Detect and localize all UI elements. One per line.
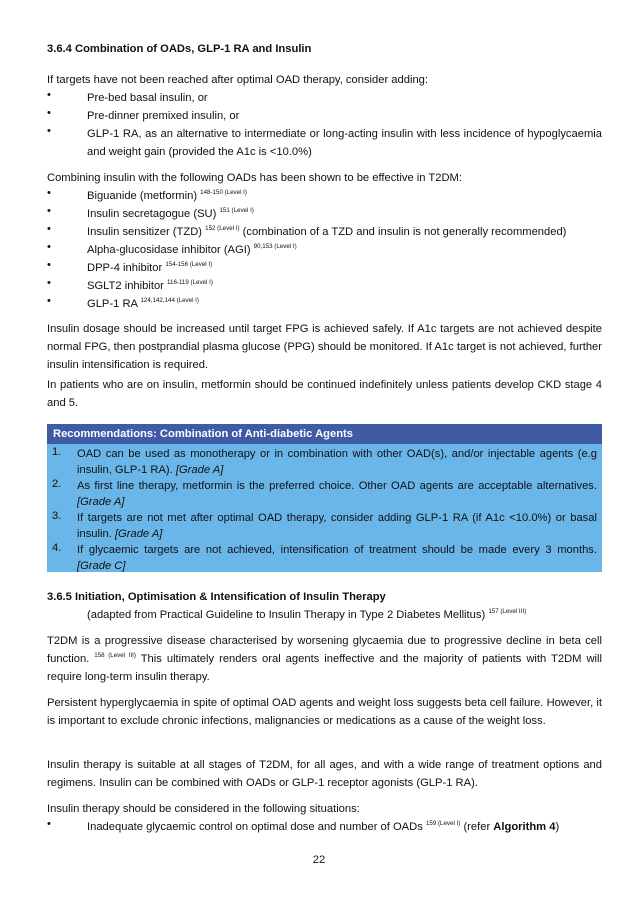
refer-close: ) <box>555 821 560 833</box>
reference-superscript: 157 (Level III) <box>488 608 527 615</box>
bullet-marker: • <box>47 241 51 253</box>
paragraph: In patients who are on insulin, metformin should be continued indefinitely unless patients develop CKD stage 4 and 5. <box>47 379 602 409</box>
list-item: GLP-1 RA, as an alternative to intermediate or long-acting insulin with less incidence of hypoglycaemia and weight gain (provided the A1c is <10.0%) <box>87 128 602 158</box>
list-item: Pre-dinner premixed insulin, or <box>87 110 240 122</box>
bullet-marker: • <box>47 818 51 830</box>
paragraph: Insulin dosage should be increased until target FPG is achieved safely. If A1c targets are not achieved despite normal FPG, then postprandial plasma glucose (PPG) should be monitored. If A1c target is not achieved, further insulin intensification is required. <box>47 323 602 371</box>
bullet-marker: • <box>47 125 51 137</box>
paragraph <box>47 632 602 686</box>
subheading-text: (adapted from Practical Guideline to Insulin Therapy in Type 2 Diabetes Mellitus) <box>87 609 486 621</box>
grade-label: [Grade A] <box>175 464 224 476</box>
paragraph: Persistent hyperglycaemia in spite of optimal OAD agents and weight loss suggests beta cell failure. However, it is important to exclude chronic infections, malignancies or medications as a cause of the weight loss. <box>47 697 602 727</box>
combo-item <box>87 205 602 223</box>
page-number: 22 <box>312 854 326 866</box>
recommendation-text: If glycaemic targets are not achieved, intensification of treatment should be made every 3 months. <box>77 544 597 556</box>
bullet-marker: • <box>47 205 51 217</box>
recommendations-header: Recommendations: Combination of Anti-diabetic Agents <box>47 424 602 444</box>
combo-name: Insulin sensitizer (TZD) <box>87 226 203 238</box>
reference-superscript: 154-156 (Level I) <box>165 261 213 268</box>
combo-item <box>87 241 602 259</box>
section-heading-3-6-4: 3.6.4 Combination of OADs, GLP-1 RA and Insulin <box>47 43 312 55</box>
combo-item <box>87 187 602 205</box>
recommendation-text: If targets are not met after optimal OAD therapy, consider adding GLP-1 RA (if A1c <10.0%) or basal insulin. <box>77 512 597 540</box>
combo-name: SGLT2 inhibitor <box>87 280 164 292</box>
reference-superscript: 151 (Level I) <box>219 207 254 214</box>
list-item-text: Inadequate glycaemic control on optimal dose and number of OADs <box>87 821 423 833</box>
recommendation-item <box>77 542 597 574</box>
paragraph-text: T2DM is a progressive disease characterised by worsening glycaemia due to progressive decline in beta cell function. <box>47 635 602 665</box>
grade-label: [Grade C] <box>77 560 126 572</box>
reference-superscript: 124,142,144 (Level I) <box>140 297 199 304</box>
reference-superscript: 148-150 (Level I) <box>200 189 247 196</box>
refer-text: (refer <box>463 821 491 833</box>
combo-name: Insulin secretagogue (SU) <box>87 208 217 220</box>
recommendation-item <box>77 510 597 542</box>
bullet-marker: • <box>47 295 51 307</box>
section-heading-3-6-5: 3.6.5 Initiation, Optimisation & Intensification of Insulin Therapy <box>47 591 386 603</box>
section-subheading <box>87 606 526 624</box>
combo-item <box>87 223 602 241</box>
combo-item <box>87 259 602 277</box>
paragraph-text: This ultimately renders oral agents ineffective and the majority of patients with T2DM will require long-term insulin therapy. <box>47 653 603 683</box>
combo-item <box>87 277 602 295</box>
reference-superscript: 90,153 (Level I) <box>253 243 297 250</box>
combo-note: (combination of a TZD and insulin is not generally recommended) <box>242 226 567 238</box>
algorithm-reference: Algorithm 4 <box>493 821 556 833</box>
bullet-marker: • <box>47 107 51 119</box>
reference-superscript: 158 (Level III) <box>94 652 136 659</box>
reference-superscript: 159 (Level I) <box>425 820 461 827</box>
combo-name: Biguanide (metformin) <box>87 190 198 202</box>
combo-item <box>87 295 602 313</box>
grade-label: [Grade A] <box>77 496 125 508</box>
recommendation-number: 4. <box>52 542 62 554</box>
intro-text: If targets have not been reached after optimal OAD therapy, consider adding: <box>47 74 429 86</box>
combo-intro-text: Combining insulin with the following OADs has been shown to be effective in T2DM: <box>47 172 462 184</box>
bullet-marker: • <box>47 223 51 235</box>
recommendation-text: As first line therapy, metformin is the preferred choice. Other OAD agents are acceptable alternatives. <box>77 480 597 492</box>
list-item <box>87 818 602 836</box>
paragraph: Insulin therapy should be considered in the following situations: <box>47 803 360 815</box>
combo-name: DPP-4 inhibitor <box>87 262 163 274</box>
recommendation-item <box>77 446 597 478</box>
paragraph: Insulin therapy is suitable at all stages of T2DM, for all ages, and with a wide range of treatment options and regimens. Insulin can be combined with OADs or GLP-1 receptor agonists (GLP-1 RA). <box>47 759 602 789</box>
recommendation-number: 3. <box>52 510 62 522</box>
list-item: Pre-bed basal insulin, or <box>87 92 208 104</box>
recommendation-number: 2. <box>52 478 62 490</box>
bullet-marker: • <box>47 187 51 199</box>
recommendation-text: OAD can be used as monotherapy or in combination with other OAD(s), and/or injectable agents (e.g insulin, GLP-1 RA). <box>77 448 597 476</box>
reference-superscript: 116-119 (Level I) <box>167 279 213 286</box>
grade-label: [Grade A] <box>114 528 163 540</box>
combo-name: GLP-1 RA <box>87 298 138 310</box>
bullet-marker: • <box>47 89 51 101</box>
recommendation-item <box>77 478 597 510</box>
recommendation-number: 1. <box>52 446 62 458</box>
bullet-marker: • <box>47 277 51 289</box>
bullet-marker: • <box>47 259 51 271</box>
combo-name: Alpha-glucosidase inhibitor (AGI) <box>87 244 251 256</box>
reference-superscript: 152 (Level I) <box>205 225 240 232</box>
